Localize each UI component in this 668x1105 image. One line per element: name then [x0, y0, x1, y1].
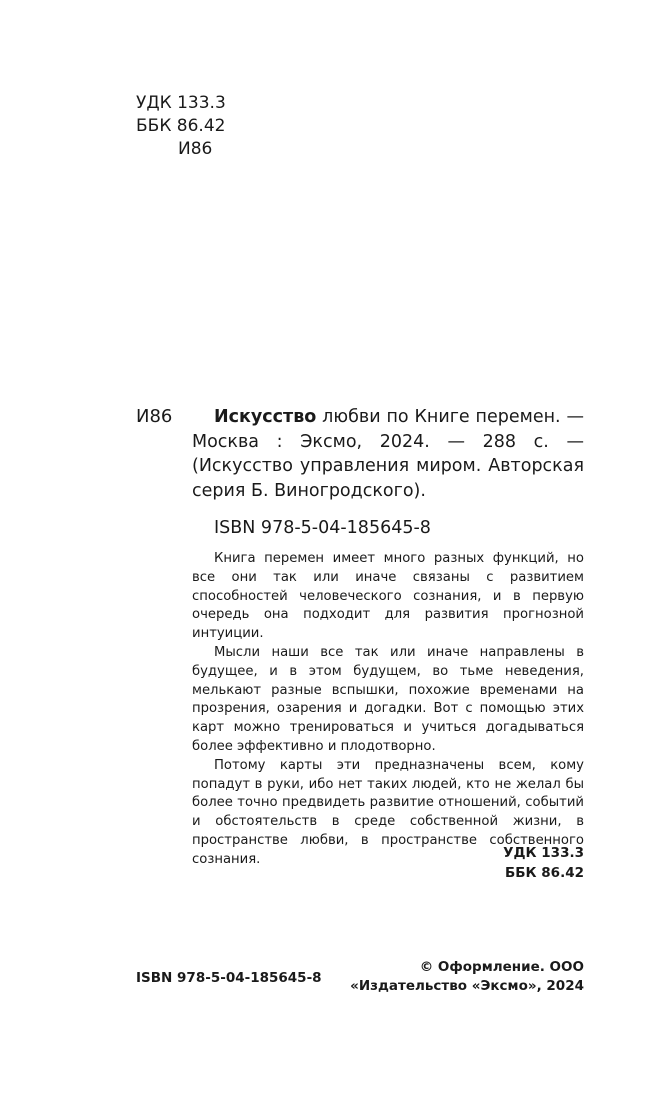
classification-codes-bottom	[400, 843, 584, 883]
book-title: Искусство	[214, 407, 317, 427]
classification-codes-top	[136, 92, 226, 161]
udk-code: УДК 133.3	[136, 93, 226, 113]
copyright-notice	[330, 958, 584, 996]
copyright-line-2: «Издательство «Эксмо», 2024	[350, 978, 584, 994]
annotation-paragraph: Мысли наши все так или иначе направлены в будущее, и в этом будущем, во тьме неведения, мелькают разные вспышки, похожие временами на прозрения, озарения и догадки. Вот с помощью этих карт можно тренироваться и учиться догадываться более эффективно и плодотворно.	[192, 644, 584, 754]
copyright-line-1: © Оформление. ООО	[419, 959, 584, 975]
udk-code-bottom: УДК 133.3	[503, 845, 584, 861]
entry-author-mark: И86	[136, 406, 173, 427]
isbn: ISBN 978-5-04-185645-8	[214, 518, 431, 538]
annotation-paragraph: Книга перемен имеет много разных функций, но все они так или иначе связаны с развитием способностей человеческого сознания, и в первую очередь она подходит для развития прогнозной интуиции.	[192, 551, 584, 642]
annotation-paragraph: Потому карты эти предназначены всем, кому попадут в руки, ибо нет таких людей, кто не желал бы более точно предвидеть развитие отношений, событий и обстоятельств в среде собственной жизни, в пространстве любви, в пространстве собственного сознания.	[192, 757, 584, 867]
author-mark: И86	[178, 139, 213, 159]
isbn-footer: ISBN 978-5-04-185645-8	[136, 970, 322, 986]
entry-body	[192, 405, 584, 870]
bibliographic-description	[192, 405, 584, 503]
bbk-code: ББК 86.42	[136, 116, 226, 136]
bbk-code-bottom: ББК 86.42	[504, 865, 584, 881]
annotation	[192, 550, 584, 870]
bibliographic-details: любви по Книге перемен. — Москва : Эксмо, 2024. — 288 с. — (Искусство управления миром. Авторская серия Б. Виногродского).	[192, 407, 584, 501]
